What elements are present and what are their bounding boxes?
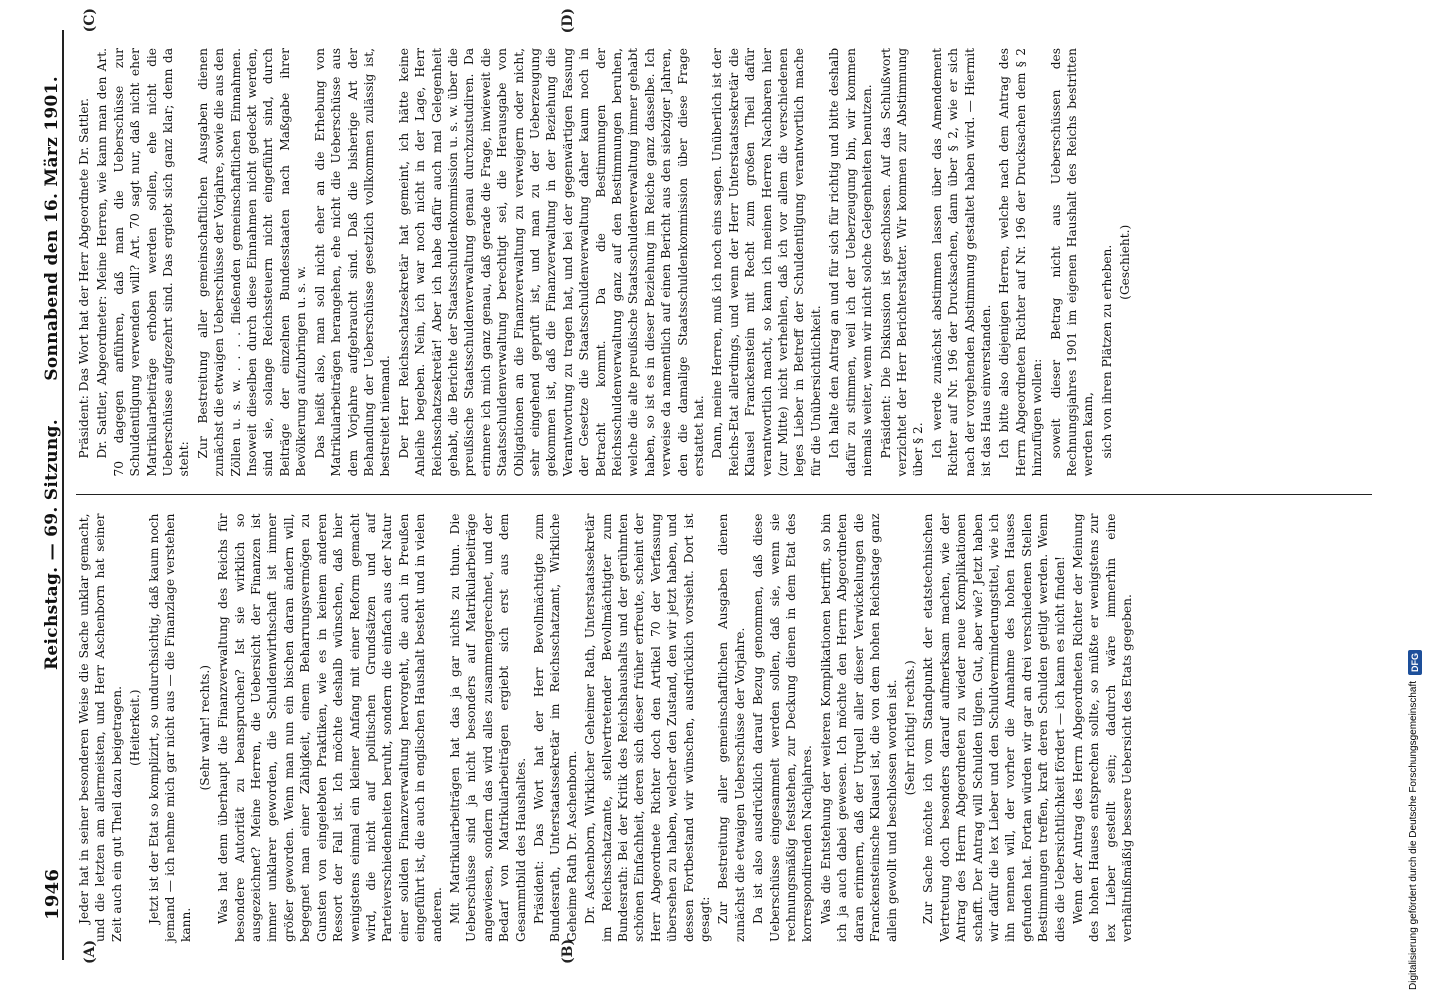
header-rule — [62, 30, 64, 960]
paragraph: Dr. Aschenborn, Wirklicher Geheimer Rath, Unterstaatssekretär im Reichsschatzamte, stellvertretender Bevollmächtigter zum Bundesrath: Bei der Kritik des Reichshaushalts und der gerühmten schönen Einfachheit, deren sich dieser früher erfreute, scheint der Herr Abgeordnete Richter doch den Artikel 70 der Verfassung übersehen zu haben, welcher den Zustand, den wir jetzt haben, und dessen Fortbestand wir wünschen, ausdrücklich vorsieht. Dort ist gesagt: — [583, 513, 713, 942]
dfg-logo: DFG — [1408, 650, 1422, 675]
page-number: 1946 — [42, 868, 63, 920]
margin-letter-b: (B) — [560, 938, 576, 964]
paragraph: (Heiterkeit.) — [128, 689, 143, 766]
margin-letter-a: (A) — [82, 939, 98, 964]
paragraph: (Geschieht.) — [1118, 224, 1133, 300]
paragraph: Wenn der Antrag des Herrn Abgeordneten Richter der Meinung des hohen Hauses entsprechen sollte, so müßte er wenigstens zur lex Lieber gestellt sein; dadurch wäre immerhin eine verhältnißmäßig bessere Uebersicht des Etats gegeben. — [1070, 513, 1135, 942]
right-column — [76, 30, 1372, 495]
running-date: Sonnabend den 16. März 1901. — [42, 76, 62, 381]
margin-letter-d: (D) — [560, 8, 576, 34]
paragraph: Ich werde zunächst abstimmen lassen über das Amendement Richter auf Nr. 196 der Drucksachen, dann über § 2, wie er sich nach der vorgehenden Abstimmung gestaltet haben wird. — Hiermit ist das Haus einverstanden. — [929, 48, 993, 477]
credit-text: Digitalisierung gefördert durch die Deutsche Forschungsgemeinschaft — [1408, 680, 1419, 990]
text-columns — [76, 30, 1372, 960]
paragraph: Zur Sache möchte ich vom Standpunkt der etatstechnischen Vertretung doch besonders darauf aufmerksam machen, wie der Antrag des Herrn Abgeordneten zu wieder neue Komplikationen schafft. Der Antrag will Schulden tilgen. Gut, aber wie? Jetzt haben wir dafür die lex Lieber und den Schuldverminderungstitel, wie ich ihn nennen will, der vorher die Annahme des hohen Hauses gefunden hat. Fortan würden wir gar an drei verschiedenen Stellen Bestimmungen treffen, kraft deren Schulden getilgt werden. Wenn dies die Uebersichtlichkeit fördert — ich kann es nicht finden! — [921, 513, 1067, 942]
margin-letter-c: (C) — [82, 8, 98, 33]
paragraph: Zur Bestreitung aller gemeinschaftlichen Ausgaben dienen zunächst die etwaigen Ueberschüsse der Vorjahre. — [716, 513, 747, 942]
paragraph: sich von ihren Plätzen zu erheben. — [1099, 244, 1114, 459]
page-header — [34, 46, 72, 960]
digitization-credit — [1408, 10, 1426, 990]
paragraph: Präsident: Die Diskussion ist geschlossen. Auf das Schlußwort verzichtet der Herr Berichterstatter. Wir kommen zur Abstimmung über § 2. — [878, 48, 926, 477]
paragraph: Jetzt ist der Etat so komplizirt, so undurchsichtig, daß kaum noch jemand — ich nehme mich gar nicht aus — die Finanzlage verstehen kann. — [146, 513, 194, 942]
paragraph: Da ist also ausdrücklich darauf Bezug genommen, daß diese Ueberschüsse eingesammelt werden sollen, daß sie, wenn sie rechnungsmäßig feststehen, zur Deckung dienen in dem Etat des korrespondirenden Nachjahres. — [751, 513, 815, 942]
paragraph: Präsident: Das Wort hat der Herr Bevollmächtigte zum Bundesrath, Unterstaatssekretär im Reichsschatzamt, Wirkliche Geheime Rath Dr. Aschenborn. — [531, 513, 579, 942]
paragraph: Dr. Sattler, Abgeordneter: Meine Herren, wie kann man den Art. 70 dagegen anführen, daß man die Ueberschüsse zur Schuldentilgung verwenden will? Art. 70 sagt nur, daß nicht eher Matrikularbeiträge erhoben werden sollen, ehe nicht die Ueberschüsse aufgezehrt sind. Das ergiebt sich ganz klar; denn da steht: — [95, 48, 192, 477]
paragraph: soweit dieser Betrag nicht aus Ueberschüssen des Rechnungsjahres 1901 im eigenen Haushalt des Reichs bestritten werden kann, — [1048, 48, 1096, 477]
paragraph: Mit Matrikularbeiträgen hat das ja gar nichts zu thun. Die Ueberschüsse sind ja nicht besonders auf Matrikularbeiträge angewiesen, sondern das wird alles zusammengerechnet, und der Bedarf von Matrikularbeiträgen ergiebt sich erst aus dem Gesammtbild des Haushaltes. — [447, 513, 528, 942]
paragraph: Was die Entstehung der weiteren Komplikationen betrifft, so bin ich ja auch dabei gewesen. Ich möchte den Herrn Abgeordneten daran erinnern, daß der Urquell aller dieser Verwickelungen die Franckensteinsche Klausel ist, die von dem hohen Reichstage ganz allein gewollt und beschlossen worden ist. — [818, 513, 899, 942]
running-title: Reichstag. — 69. Sitzung. — [42, 419, 62, 670]
paragraph: Das heißt also, man soll nicht eher an die Erhebung von Matrikularbeiträgen herangehen, ehe nicht die Ueberschüsse aus dem Vorjahre aufgebraucht sind. Daß die bisherige Art der Behandlung der Ueberschüsse gesetzlich vollkommen zulässig ist, bestreitet niemand. — [312, 48, 393, 477]
paragraph: Präsident: Das Wort hat der Herr Abgeordnete Dr. Sattler. — [77, 98, 91, 459]
left-column — [76, 496, 1372, 961]
paragraph: Zur Bestreitung aller gemeinschaftlichen Ausgaben dienen zunächst die etwaigen Ueberschüsse der Vorjahre, sowie die aus den Zöllen u. s. w. . . . . fließenden gemeinschaftlichen Einnahmen. Insoweit dieselben durch diese Einnahmen nicht gedeckt werden, sind sie, solange Reichssteuern nicht eingeführt sind, durch Beiträge der einzelnen Bundesstaaten nach Maßgabe ihrer Bevölkerung aufzubringen u. s. w. — [195, 48, 309, 477]
column-divider — [76, 495, 1372, 496]
paragraph: Jeder hat in seiner besonderen Weise die Sache unklar gemacht, und die letzten am allermeisten, und Herr Aschenborn hat seiner Zeit auch ein gut Theil dazu beigetragen. — [77, 513, 124, 942]
paragraph: Ich bitte also diejenigen Herren, welche nach dem Antrag des Herrn Abgeordneten Richter auf Nr. 196 der Drucksachen dem § 2 hinzufügen wollen: — [997, 48, 1045, 477]
paragraph: Was hat denn überhaupt die Finanzverwaltung des Reichs für besondere Autorität zu beanspruchen? Ist sie wirklich so ausgezeichnet? Meine Herren, die Uebersicht der Finanzen ist immer unklarer geworden, die Schuldenwirthschaft ist immer größer geworden. Wenn man nun ein bischen daran ändern will, begegnet man einer Zähigkeit, einem Beharrungsvermögen zu Gunsten von eingelebten Praktiken, wie es in keinem anderen Ressort der Fall ist. Ich möchte deshalb wünschen, daß hier wenigstens einmal ein kleiner Anfang mit einer Reform gemacht wird, die nicht auf politischen Grundsätzen und auf Parteiverschiedenheiten beruht, sondern die einfach aus der Natur einer soliden Finanzverwaltung hervorgeht, die auch in Preußen eingeführt ist, die auch in englischen Haushalt besteht und in vielen anderen. — [216, 513, 444, 942]
paragraph: (Sehr richtig! rechts.) — [902, 660, 917, 796]
paragraph: Der Herr Reichsschatzsekretär hat gemeint, ich hätte keine Anleihe begeben. Nein, ich war noch nicht in der Lage, Herr Reichsschatzsekretär! Aber ich habe dafür auch mal Gelegenheit gehabt, die Berichte der Staatsschuldenkommission u. s. w. über die preußische Staatsschuldenverwaltung genau durchzustudiren. Da erinnere ich mich ganz genau, daß gerade die Frage, inwieweit die Staatsschuldenverwaltung berechtigt sei, die Herausgabe von Obligationen an die Finanzverwaltung zu verweigern oder nicht, sehr eingehend geprüft ist, und man zu der Ueberzeugung gekommen ist, daß die Finanzverwaltung in der Beziehung die Verantwortung zu tragen hat, und bei der gegenwärtigen Fassung der Gesetze die Staatsschuldenverwaltung daher kaum noch in Betracht kommt. Da die Bestimmungen der Reichsschuldenverwaltung ganz auf den Bestimmungen beruhen, welche die alte preußische Staatsschuldenverwaltung immer gehabt haben, so ist es in dieser Beziehung im Reiche ganz dasselbe. Ich verweise da namentlich auf einen Bericht aus den siebziger Jahren, den die damalige Staatsschuldenkommission über diese Frage erstattet hat. — [396, 48, 707, 477]
paragraph: Dann, meine Herren, muß ich noch eins sagen. Unüberlich ist der Reichs-Etat allerdings, und wenn der Herr Unterstaatssekretär die Klausel Franckenstein mit Recht zum großen Theil dafür verantwortlich macht, so kann ich meinen Herren Nachbaren hier (zur Mitte) nicht verhehlen, daß ich vor allem die verschiedenen leges Lieber in Betreff der Schuldentilgung verantwortlich mache für die Unübersichtlichkeit. — [710, 48, 823, 477]
paragraph: Ich halte den Antrag an und für sich für richtig und bitte deshalb dafür zu stimmen, weil ich der Ueberzeugung bin, wir kommen niemals weiter, wenn wir nicht solche Gelegenheiten benutzen. — [827, 48, 875, 477]
paragraph: (Sehr wahr! rechts.) — [197, 665, 212, 791]
